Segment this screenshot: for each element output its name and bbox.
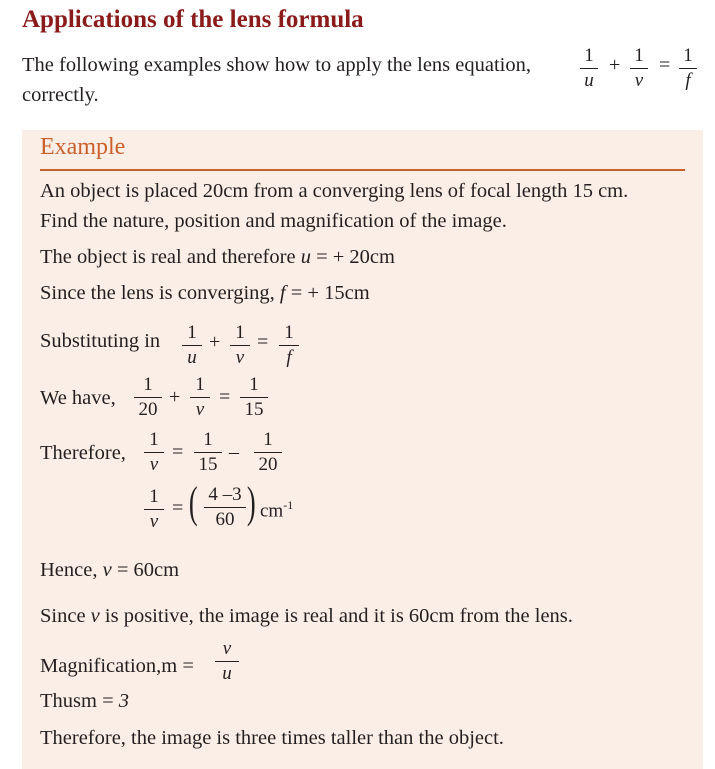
step-lens-converging: Since the lens is converging, f = + 15cm <box>40 282 370 304</box>
frac-1-over-f: 1 f <box>679 45 697 92</box>
step-object-real: The object is real and therefore u = + 20cm <box>40 246 395 268</box>
since-positive-line: Since v is positive, the image is real and it is 60cm from the lens. <box>40 605 573 627</box>
left-paren: ( <box>188 478 198 527</box>
equals-sign: = <box>659 54 671 76</box>
wh-equals: = <box>219 386 231 408</box>
th-minus: – <box>229 441 239 463</box>
example-divider <box>40 169 685 171</box>
example-box <box>22 130 703 769</box>
frac-diff-over-60: 4 –3 60 <box>204 484 246 531</box>
th-frac-1-over-v: 1 v <box>144 429 164 476</box>
intro-line-1: The following examples show how to apply the lens equation, <box>22 54 531 76</box>
thus-m-line: Thusm = 3 <box>40 690 130 712</box>
unit-cm-inverse: $cm^{-1}$ <box>260 498 294 522</box>
page-title: Applications of the lens formula <box>22 6 364 33</box>
frac-1-over-v: 1 v <box>190 374 210 421</box>
sub-frac-1-over-v: 1 v <box>230 322 250 369</box>
th-equals: = <box>172 441 184 463</box>
sub-equals: = <box>257 331 269 353</box>
frac-1-over-v: 1 v <box>630 45 648 92</box>
frac-1-over-15: 1 15 <box>240 374 268 421</box>
sub-frac-1-over-u: 1 u <box>182 322 202 369</box>
frac-1-over-20: 1 20 <box>134 374 162 421</box>
hence-v-line: Hence, v = 60cm <box>40 559 180 581</box>
th-frac-1-over-15: 1 15 <box>194 429 222 476</box>
frac-1-over-u: 1 u <box>580 45 598 92</box>
res-equals: = <box>172 497 184 519</box>
frac-v-over-u: v u <box>215 638 239 685</box>
intro-line-2: correctly. <box>22 84 99 106</box>
question-line-1: An object is placed 20cm from a converging lens of focal length 15 cm. <box>40 180 629 202</box>
conclusion-line: Therefore, the image is three times taller than the object. <box>40 727 504 749</box>
therefore-label: Therefore, <box>40 442 126 464</box>
sub-plus: + <box>209 331 221 353</box>
sub-frac-1-over-f: 1 f <box>279 322 299 369</box>
question-line-2: Find the nature, position and magnification of the image. <box>40 210 507 232</box>
magnification-label: Magnification,m = <box>40 655 194 677</box>
example-heading: Example <box>40 134 126 160</box>
plus-sign: + <box>609 54 621 76</box>
substituting-label: Substituting in <box>40 330 161 352</box>
we-have-label: We have, <box>40 387 116 409</box>
right-paren: ) <box>246 478 256 527</box>
th-frac-1-over-20: 1 20 <box>254 429 282 476</box>
res-frac-1-over-v: 1 v <box>144 486 164 533</box>
wh-plus: + <box>169 386 181 408</box>
